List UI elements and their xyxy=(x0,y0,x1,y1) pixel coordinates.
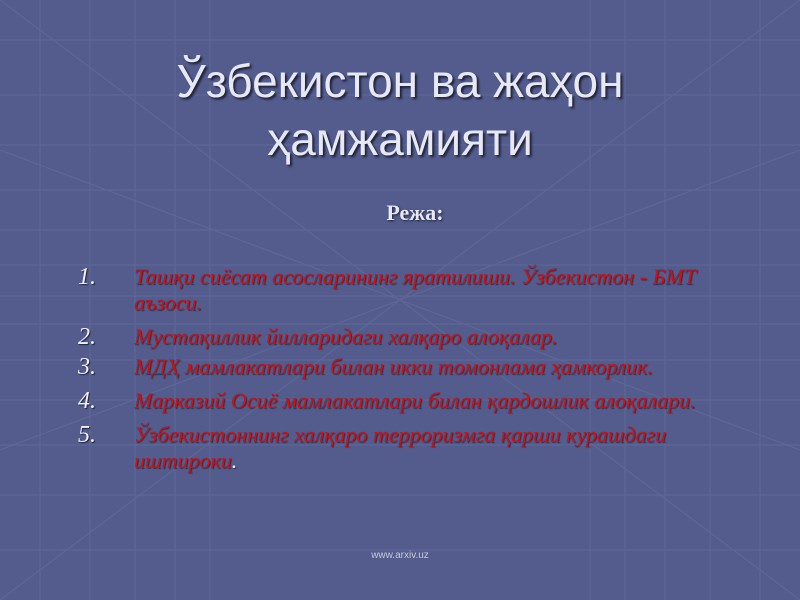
item-text-body: Ташқи сиёсат асосларининг яратилиши. Ўзбекистон - БМТ аъзоси. xyxy=(134,264,696,315)
list-item xyxy=(78,324,758,350)
slide-title-line2: ҳамжамияти xyxy=(267,113,533,165)
item-text-tail: . xyxy=(231,448,238,473)
list-item xyxy=(78,388,758,414)
list-item xyxy=(78,264,758,316)
item-number: 4. xyxy=(78,388,96,414)
item-text-body: МДҲ мамлакатлари билан икки томонлама ҳамкорлик. xyxy=(134,354,653,379)
item-text xyxy=(134,388,758,414)
item-number: 2. xyxy=(78,324,96,350)
item-text-body: Ўзбекистоннинг халқаро терроризмга қарши курашдаги иштироки xyxy=(134,422,667,473)
item-text xyxy=(134,324,758,350)
item-text xyxy=(134,354,758,380)
list-item xyxy=(78,354,758,380)
plan-heading: Режа: xyxy=(386,200,444,225)
item-text xyxy=(134,422,758,474)
item-number: 1. xyxy=(78,264,96,290)
item-text-body: Мустақиллик йилларидаги халқаро алоқалар. xyxy=(134,324,558,349)
watermark: www.arxiv.uz xyxy=(371,550,429,561)
item-text xyxy=(134,264,758,316)
item-text-body: Марказий Осиё мамлакатлари билан қардошлик алоқалари. xyxy=(134,388,696,413)
plan-list xyxy=(78,264,758,478)
item-number: 5. xyxy=(78,422,96,448)
list-item xyxy=(78,422,758,474)
item-number: 3. xyxy=(78,354,96,380)
slide-title-line1: Ўзбекистон ва жаҳон xyxy=(176,55,624,107)
slide-title xyxy=(0,52,800,168)
